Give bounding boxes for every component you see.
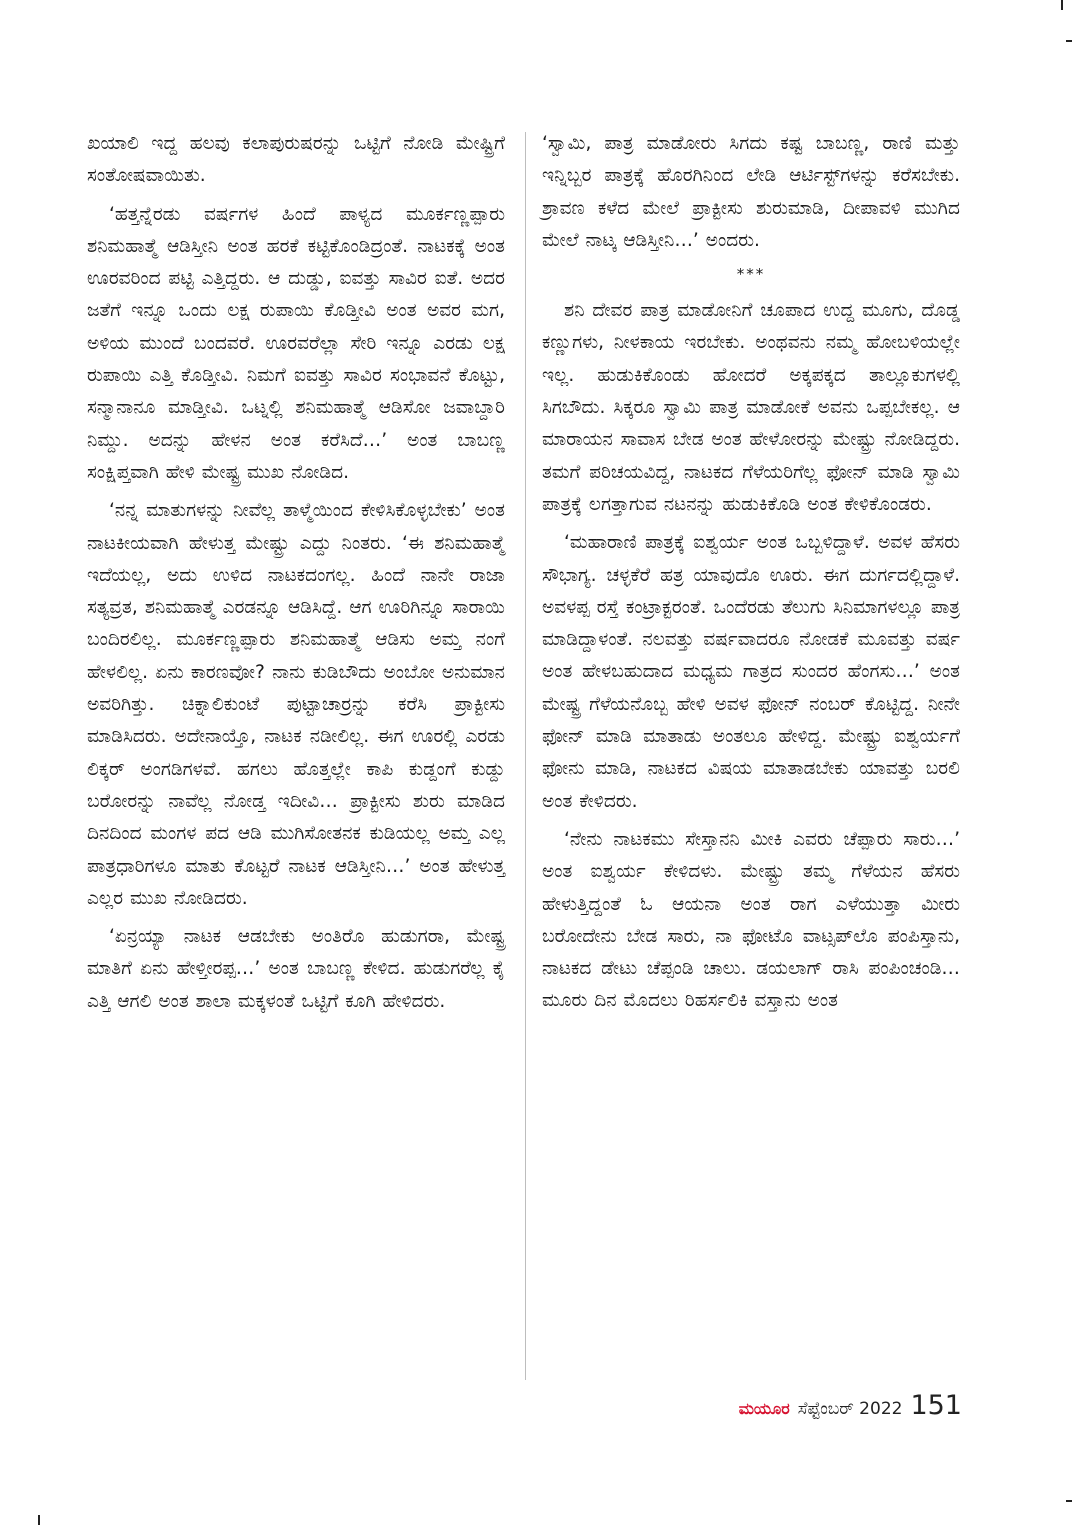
paragraph: ‘ಮಹಾರಾಣಿ ಪಾತ್ರಕ್ಕೆ ಐಶ್ವರ್ಯ ಅಂತ ಒಬ್ಬಳಿದ್ದಾಳೆ. ಅವಳ ಹೆಸರು ಸೌಭಾಗ್ಯ. ಚಳ್ಳಕೆರೆ ಹತ್ರ ಯಾವುದೊ ಊರು. ಈಗ ದುರ್ಗದಲ್ಲಿದ್ದಾಳೆ. ಅವಳಪ್ಪ ರಸ್ತೆ ಕಂಟ್ರಾಕ್ಟರಂತೆ. ಒಂದೆರಡು ತೆಲುಗು ಸಿನಿಮಾಗಳಲ್ಲೂ ಪಾತ್ರ ಮಾಡಿದ್ದಾಳಂತೆ. ನಲವತ್ತು ವರ್ಷವಾದರೂ ನೋಡಕೆ ಮೂವತ್ತು ವರ್ಷ ಅಂತ ಹೇಳಬಹುದಾದ ಮಧ್ಯಮ ಗಾತ್ರದ ಸುಂದರ ಹೆಂಗಸು…’ ಅಂತ ಮೇಷ್ಟ್ರ ಗೆಳೆಯನೊಬ್ಬ ಹೇಳಿ ಅವಳ ಫೋನ್ ನಂಬರ್ ಕೊಟ್ಟಿದ್ದ. ನೀನೇ ಫೋನ್ ಮಾಡಿ ಮಾತಾಡು ಅಂತಲೂ ಹೇಳಿದ್ದ. ಮೇಷ್ಟ್ರು ಐಶ್ವರ್ಯಗೆ ಫೋನು ಮಾಡಿ, ನಾಟಕದ ವಿಷಯ ಮಾತಾಡಬೇಕು ಯಾವತ್ತು ಬರಲಿ ಅಂತ ಕೇಳಿದರು. bbox=[542, 532, 960, 812]
crop-mark-right-upper bbox=[1066, 40, 1072, 42]
paragraph: ಖಯಾಲಿ ಇದ್ದ ಹಲವು ಕಲಾಪುರುಷರನ್ನು ಒಟ್ಟಿಗೆ ನೋಡಿ ಮೇಷ್ಟ್ರಿಗೆ ಸಂತೋಷವಾಯಿತು. bbox=[87, 133, 505, 187]
paragraph: ಶನಿ ದೇವರ ಪಾತ್ರ ಮಾಡೋನಿಗೆ ಚೂಪಾದ ಉದ್ದ ಮೂಗು, ದೊಡ್ಡ ಕಣ್ಣುಗಳು, ನೀಳಕಾಯ ಇರಬೇಕು. ಅಂಥವನು ನಮ್ಮ ಹೋಬಳಿಯಲ್ಲೇ ಇಲ್ಲ. ಹುಡುಕಿಕೊಂಡು ಹೋದರೆ ಅಕ್ಕಪಕ್ಕದ ತಾಲ್ಲೂಕುಗಳಲ್ಲಿ ಸಿಗಬೌದು. ಸಿಕ್ಕರೂ ಸ್ವಾಮಿ ಪಾತ್ರ ಮಾಡೋಕೆ ಅವನು ಒಪ್ಪಬೇಕಲ್ಲ. ಆ ಮಾರಾಯನ ಸಾವಾಸ ಬೇಡ ಅಂತ ಹೇಳೋರನ್ನು ಮೇಷ್ಟ್ರು ನೋಡಿದ್ದರು. ತಮಗೆ ಪರಿಚಯವಿದ್ದ, ನಾಟಕದ ಗೆಳೆಯರಿಗೆಲ್ಲ ಫೋನ್ ಮಾಡಿ ಸ್ವಾಮಿ ಪಾತ್ರಕ್ಕೆ ಲಗತ್ತಾಗುವ ನಟನನ್ನು ಹುಡುಕಿಕೊಡಿ ಅಂತ ಕೇಳಿಕೊಂಡರು. bbox=[542, 300, 960, 515]
crop-mark-right-lower bbox=[1066, 1500, 1072, 1502]
crop-mark-bottom-left bbox=[38, 1515, 40, 1525]
paragraph: ‘ನೇನು ನಾಟಕಮು ಸೇಸ್ತಾನನಿ ಮೀಕಿ ಎವರು ಚೆಪ್ಪಾರು ಸಾರು…’ ಅಂತ ಐಶ್ವರ್ಯ ಕೇಳಿದಳು. ಮೇಷ್ಟ್ರು ತಮ್ಮ ಗೆಳೆಯನ ಹೆಸರು ಹೇಳುತ್ತಿದ್ದಂತೆ ಓ ಆಯನಾ ಅಂತ ರಾಗ ಎಳೆಯುತ್ತಾ ಮೀರು ಬರೋದೇನು ಬೇಡ ಸಾರು, ನಾ ಫೋಟೊ ವಾಟ್ಸಪ್‌ಲೊ ಪಂಪಿಸ್ತಾನು, ನಾಟಕದ ಡೇಟು ಚೆಪ್ಪಂಡಿ ಚಾಲು. ಡಯಲಾಗ್ ರಾಸಿ ಪಂಪಿಂಚಂಡಿ… ಮೂರು ದಿನ ಮೊದಲು ರಿಹರ್ಸಲಿಕಿ ವಸ್ತಾನು ಅಂತ bbox=[542, 828, 960, 1012]
paragraph: ‘ಏನ್ರಯ್ಯಾ ನಾಟಕ ಆಡಬೇಕು ಅಂತಿರೊ ಹುಡುಗರಾ, ಮೇಷ್ಟ್ರ ಮಾತಿಗೆ ಏನು ಹೇಳ್ತೀರಪ್ಪ…’ ಅಂತ ಬಾಬಣ್ಣ ಕೇಳಿದ. ಹುಡುಗರೆಲ್ಲ ಕೈ ಎತ್ತಿ ಆಗಲಿ ಅಂತ ಶಾಲಾ ಮಕ್ಕಳಂತೆ ಒಟ್ಟಿಗೆ ಕೂಗಿ ಹೇಳಿದರು. bbox=[87, 926, 505, 1012]
issue-date: ಸೆಪ್ಟೆಂಬರ್ 2022 bbox=[797, 1399, 903, 1419]
section-separator: *** bbox=[736, 265, 766, 284]
page-number: 151 bbox=[910, 1390, 962, 1421]
crop-mark-top-right bbox=[1061, 0, 1063, 10]
column-divider bbox=[525, 132, 526, 1380]
paragraph: ‘ಹತ್ತನ್ನೆರಡು ವರ್ಷಗಳ ಹಿಂದೆ ಪಾಳ್ಯದ ಮೂರ್ಕಣ್ಣಪ್ಪಾರು ಶನಿಮಹಾತ್ಮೆ ಆಡಿಸ್ತೀನಿ ಅಂತ ಹರಕೆ ಕಟ್ಟಿಕೊಂಡಿದ್ರಂತೆ. ನಾಟಕಕ್ಕೆ ಅಂತ ಊರವರಿಂದ ಪಟ್ಟಿ ಎತ್ತಿದ್ದರು. ಆ ದುಡ್ಡು, ಐವತ್ತು ಸಾವಿರ ಐತೆ. ಅದರ ಜತೆಗೆ ಇನ್ನೂ ಒಂದು ಲಕ್ಷ ರುಪಾಯಿ ಕೊಡ್ತೀವಿ ಅಂತ ಅವರ ಮಗ, ಅಳಿಯ ಮುಂದೆ ಬಂದವರೆ. ಊರವರೆಲ್ಲಾ ಸೇರಿ ಇನ್ನೂ ಎರಡು ಲಕ್ಷ ರುಪಾಯಿ ಎತ್ತಿ ಕೊಡ್ತೀವಿ. ನಿಮಗೆ ಐವತ್ತು ಸಾವಿರ ಸಂಭಾವನೆ ಕೊಟ್ಟು, ಸನ್ಮಾನಾನೂ ಮಾಡ್ತೀವಿ. ಒಟ್ನಲ್ಲಿ ಶನಿಮಹಾತ್ಮೆ ಆಡಿಸೋ ಜವಾಬ್ದಾರಿ ನಿಮ್ದು. ಅದನ್ನು ಹೇಳನ ಅಂತ ಕರೆಸಿದೆ…’ ಅಂತ ಬಾಬಣ್ಣ ಸಂಕ್ಷಿಪ್ತವಾಗಿ ಹೇಳಿ ಮೇಷ್ಟ್ರ ಮುಖ ನೋಡಿದ. bbox=[87, 203, 505, 483]
right-column bbox=[542, 128, 960, 1018]
paragraph: ‘ಸ್ವಾಮಿ, ಪಾತ್ರ ಮಾಡೋರು ಸಿಗದು ಕಷ್ಟ ಬಾಬಣ್ಣ, ರಾಣಿ ಮತ್ತು ಇನ್ನಿಬ್ಬರ ಪಾತ್ರಕ್ಕೆ ಹೊರಗಿನಿಂದ ಲೇಡಿ ಆರ್ಟಿಸ್ಟ್‌ಗಳನ್ನು ಕರೆಸಬೇಕು. ಶ್ರಾವಣ ಕಳೆದ ಮೇಲೆ ಪ್ರಾಕ್ಟೀಸು ಶುರುಮಾಡಿ, ದೀಪಾವಳಿ ಮುಗಿದ ಮೇಲೆ ನಾಟ್ಕ ಆಡಿಸ್ತೀನಿ…’ ಅಂದರು. bbox=[542, 133, 960, 251]
magazine-name: ಮಯೂರ bbox=[738, 1399, 790, 1418]
paragraph: ‘ನನ್ನ ಮಾತುಗಳನ್ನು ನೀವೆಲ್ಲ ತಾಳ್ಮೆಯಿಂದ ಕೇಳಿಸಿಕೊಳ್ಳಬೇಕು’ ಅಂತ ನಾಟಕೀಯವಾಗಿ ಹೇಳುತ್ತ ಮೇಷ್ಟ್ರು ಎದ್ದು ನಿಂತರು. ‘ಈ ಶನಿಮಹಾತ್ಮೆ ಇದೆಯಲ್ಲ, ಅದು ಉಳಿದ ನಾಟಕದಂಗಲ್ಲ. ಹಿಂದೆ ನಾನೇ ರಾಜಾ ಸತ್ಯವ್ರತ, ಶನಿಮಹಾತ್ಮೆ ಎರಡನ್ನೂ ಆಡಿಸಿದ್ದೆ. ಆಗ ಊರಿಗಿನ್ನೂ ಸಾರಾಯಿ ಬಂದಿರಲಿಲ್ಲ. ಮೂರ್ಕಣ್ಣಪ್ಪಾರು ಶನಿಮಹಾತ್ಮೆ ಆಡಿಸು ಅಮ್ತ ನಂಗೆ ಹೇಳಲಿಲ್ಲ. ಏನು ಕಾರಣವೋ? ನಾನು ಕುಡಿಬೌದು ಅಂಬೋ ಅನುಮಾನ ಅವರಿಗಿತ್ತು. ಚಿಕ್ನಾಲಿಕುಂಟೆ ಪುಟ್ಟಾಚಾರ್ರನ್ನು ಕರೆಸಿ ಪ್ರಾಕ್ಟೀಸು ಮಾಡಿಸಿದರು. ಅದೇನಾಯ್ತೊ, ನಾಟಕ ನಡೀಲಿಲ್ಲ. ಈಗ ಊರಲ್ಲಿ ಎರಡು ಲಿಕ್ಕರ್ ಅಂಗಡಿಗಳವೆ. ಹಗಲು ಹೊತ್ತಲ್ಲೇ ಕಾಪಿ ಕುಡ್ದಂಗೆ ಕುಡ್ದು ಬರೋರನ್ನು ನಾವೆಲ್ಲ ನೋಡ್ತ ಇದೀವಿ… ಪ್ರಾಕ್ಟೀಸು ಶುರು ಮಾಡಿದ ದಿನದಿಂದ ಮಂಗಳ ಪದ ಆಡಿ ಮುಗಿಸೋತನಕ ಕುಡಿಯಲ್ಲ ಅಮ್ತ ಎಲ್ಲ ಪಾತ್ರಧಾರಿಗಳೂ ಮಾತು ಕೊಟ್ಟರೆ ನಾಟಕ ಆಡಿಸ್ತೀನಿ…’ ಅಂತ ಹೇಳುತ್ತ ಎಲ್ಲರ ಮುಖ ನೋಡಿದರು. bbox=[87, 500, 505, 909]
left-column bbox=[87, 128, 505, 1018]
page-footer bbox=[739, 1390, 962, 1421]
